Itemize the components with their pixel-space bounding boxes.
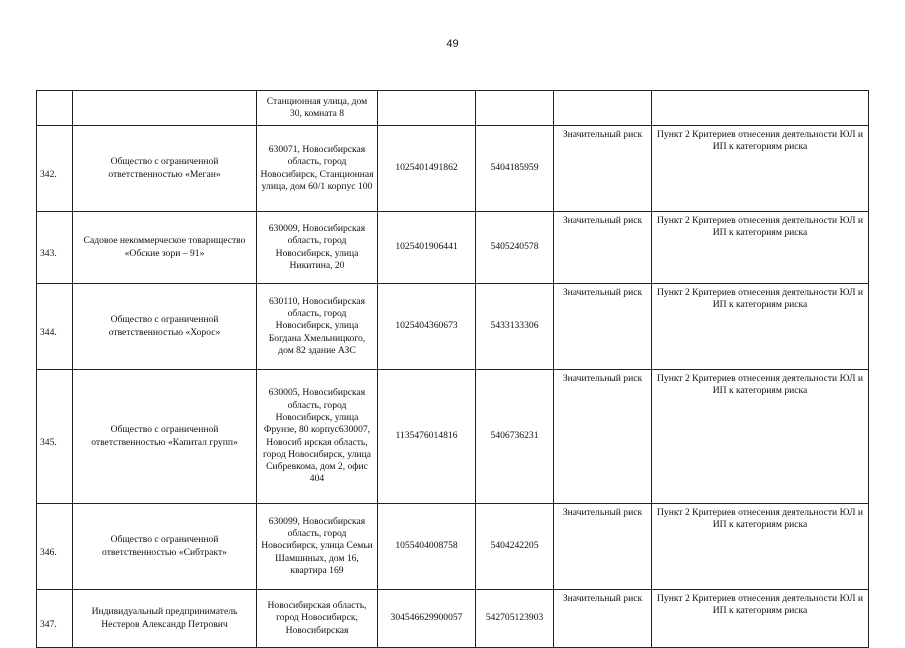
inn: 5404242205: [476, 504, 554, 590]
criteria: Пункт 2 Критериев отнесения деятельности ЮЛ и ИП к категориям риска: [652, 370, 869, 504]
ogrn: 1025401906441: [378, 212, 476, 284]
risk-registry-table: [36, 90, 869, 648]
criteria: Пункт 2 Критериев отнесения деятельности ЮЛ и ИП к категориям риска: [652, 212, 869, 284]
table-row: [37, 284, 869, 370]
risk-category: Значительный риск: [554, 212, 652, 284]
entity-name: [73, 91, 257, 126]
criteria: [652, 91, 869, 126]
criteria: Пункт 2 Критериев отнесения деятельности ЮЛ и ИП к категориям риска: [652, 504, 869, 590]
inn: 5405240578: [476, 212, 554, 284]
ogrn: 1025404360673: [378, 284, 476, 370]
ogrn: 1135476014816: [378, 370, 476, 504]
risk-category: Значительный риск: [554, 284, 652, 370]
entity-address: 630071, Новосибирская область, город Новосибирск, Станционная улица, дом 60/1 корпус 100: [257, 126, 378, 212]
risk-category: Значительный риск: [554, 590, 652, 648]
inn: 5433133306: [476, 284, 554, 370]
row-number: 342.: [37, 126, 73, 212]
ogrn: 304546629900057: [378, 590, 476, 648]
risk-category: Значительный риск: [554, 126, 652, 212]
entity-name: Индивидуальный предприниматель Нестеров Александр Петрович: [73, 590, 257, 648]
entity-name: Садовое некоммерческое товарищество «Обские зори – 91»: [73, 212, 257, 284]
row-number: [37, 91, 73, 126]
entity-address: 630005, Новосибирская область, город Новосибирск, улица Фрунзе, 80 корпус630007, Новосиб ирская область, город Новосибирск, улица Сибревкома, дом 2, офис 404: [257, 370, 378, 504]
row-number: 347.: [37, 590, 73, 648]
row-number: 345.: [37, 370, 73, 504]
entity-name: Общество с ограниченной ответственностью «Сибтракт»: [73, 504, 257, 590]
page-number: 49: [446, 38, 459, 50]
risk-category: Значительный риск: [554, 370, 652, 504]
criteria: Пункт 2 Критериев отнесения деятельности ЮЛ и ИП к категориям риска: [652, 284, 869, 370]
ogrn: 1055404008758: [378, 504, 476, 590]
table-row: [37, 91, 869, 126]
table-row: [37, 212, 869, 284]
inn: 5406736231: [476, 370, 554, 504]
table-row: [37, 126, 869, 212]
ogrn: 1025401491862: [378, 126, 476, 212]
criteria: Пункт 2 Критериев отнесения деятельности ЮЛ и ИП к категориям риска: [652, 590, 869, 648]
inn: 5404185959: [476, 126, 554, 212]
entity-address: 630110, Новосибирская область, город Новосибирск, улица Богдана Хмельницкого, дом 82 здание АЗС: [257, 284, 378, 370]
ogrn: [378, 91, 476, 126]
entity-address: 630009, Новосибирская область, город Новосибирск, улица Никитина, 20: [257, 212, 378, 284]
entity-name: Общество с ограниченной ответственностью «Капитал групп»: [73, 370, 257, 504]
row-number: 343.: [37, 212, 73, 284]
inn: [476, 91, 554, 126]
entity-name: Общество с ограниченной ответственностью «Хорос»: [73, 284, 257, 370]
risk-category: [554, 91, 652, 126]
table-row: [37, 590, 869, 648]
criteria: Пункт 2 Критериев отнесения деятельности ЮЛ и ИП к категориям риска: [652, 126, 869, 212]
entity-name: Общество с ограниченной ответственностью «Меган»: [73, 126, 257, 212]
entity-address: Станционная улица, дом 30, комната 8: [257, 91, 378, 126]
table-row: [37, 504, 869, 590]
row-number: 344.: [37, 284, 73, 370]
row-number: 346.: [37, 504, 73, 590]
entity-address: Новосибирская область, город Новосибирск, Новосибирская: [257, 590, 378, 648]
entity-address: 630099, Новосибирская область, город Новосибирск, улица Семьи Шамшиных, дом 16, квартира 169: [257, 504, 378, 590]
inn: 542705123903: [476, 590, 554, 648]
table-row: [37, 370, 869, 504]
risk-category: Значительный риск: [554, 504, 652, 590]
